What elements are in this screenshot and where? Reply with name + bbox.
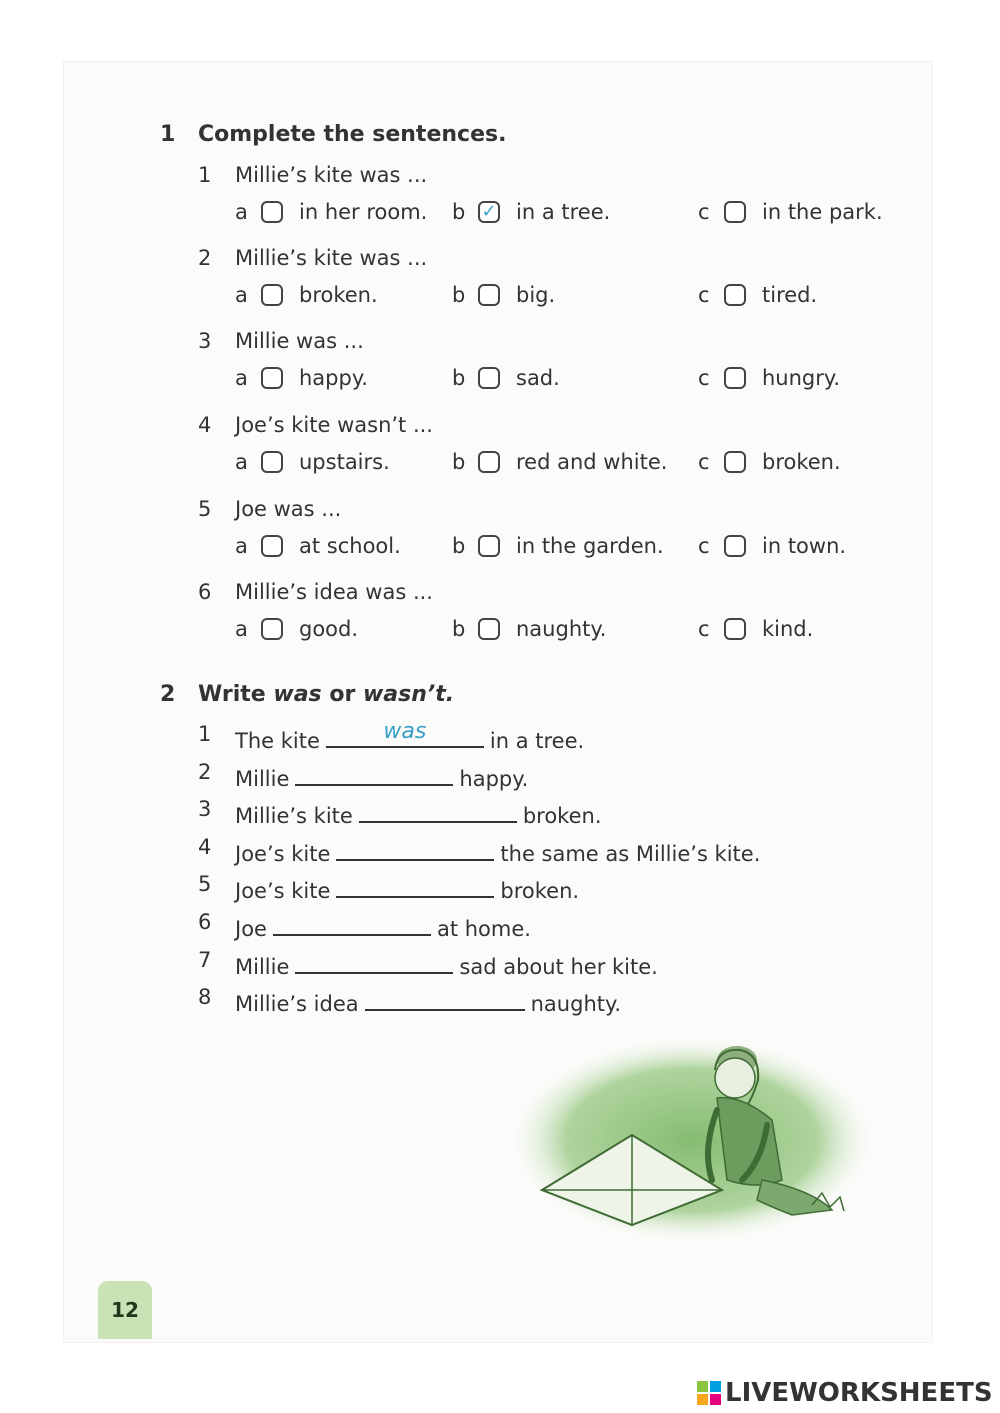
item-number: 3 <box>198 797 212 821</box>
question-number: 2 <box>198 246 212 270</box>
checkbox[interactable] <box>724 618 746 640</box>
checkbox-checked[interactable] <box>478 201 500 223</box>
option-letter: b <box>452 617 466 641</box>
option-text: in her room. <box>299 200 428 224</box>
option-text: hungry. <box>762 366 841 390</box>
option-text: red and white. <box>516 450 668 474</box>
answer-option[interactable] <box>698 534 846 558</box>
option-text: in the garden. <box>516 534 664 558</box>
answer-text[interactable]: was <box>383 719 427 744</box>
checkbox[interactable] <box>724 284 746 306</box>
brand-footer[interactable] <box>697 1378 993 1408</box>
answer-option[interactable] <box>698 617 813 641</box>
answer-blank[interactable] <box>273 910 431 936</box>
question-number: 4 <box>198 413 212 437</box>
answer-option[interactable] <box>698 283 817 307</box>
option-text: in the park. <box>762 200 883 224</box>
item-number: 4 <box>198 835 212 859</box>
answer-option[interactable] <box>698 200 883 224</box>
option-text: in a tree. <box>516 200 611 224</box>
option-letter: a <box>235 366 248 390</box>
option-letter: c <box>698 283 710 307</box>
sentence-start: Millie <box>235 955 290 979</box>
option-letter: a <box>235 617 248 641</box>
sentence-end: broken. <box>500 879 580 903</box>
option-letter: c <box>698 450 710 474</box>
title-word-wasnt: wasn’t. <box>362 682 455 707</box>
answer-blank[interactable] <box>336 872 494 898</box>
option-text: good. <box>299 617 359 641</box>
question-stem: Millie was ... <box>235 329 364 353</box>
fill-in-sentence <box>235 872 579 903</box>
section-2-title <box>198 682 454 707</box>
answer-option[interactable] <box>235 617 358 641</box>
option-letter: c <box>698 617 710 641</box>
checkbox[interactable] <box>724 367 746 389</box>
title-mid: or <box>329 682 356 707</box>
logo-square <box>710 1381 721 1392</box>
checkbox[interactable] <box>261 535 283 557</box>
answer-option[interactable] <box>452 200 610 224</box>
option-text: tired. <box>762 283 818 307</box>
sentence-end: broken. <box>522 804 602 828</box>
sentence-start: Joe’s kite <box>235 842 331 866</box>
item-number: 8 <box>198 985 212 1009</box>
option-letter: b <box>452 200 466 224</box>
checkbox[interactable] <box>261 618 283 640</box>
sentence-start: The kite <box>235 729 320 753</box>
item-number: 6 <box>198 910 212 934</box>
option-text: happy. <box>299 366 368 390</box>
fill-in-sentence <box>235 985 621 1016</box>
checkbox[interactable] <box>478 618 500 640</box>
option-text: kind. <box>762 617 814 641</box>
sentence-end: sad about her kite. <box>459 955 658 979</box>
option-letter: c <box>698 534 710 558</box>
option-text: in town. <box>762 534 847 558</box>
answer-blank[interactable] <box>365 985 525 1011</box>
title-prefix: Write <box>198 682 266 707</box>
checkbox[interactable] <box>478 367 500 389</box>
option-letter: b <box>452 450 466 474</box>
item-number: 5 <box>198 872 212 896</box>
section-2-number: 2 <box>160 682 176 707</box>
answer-option[interactable] <box>452 283 555 307</box>
option-letter: c <box>698 366 710 390</box>
question-stem: Joe’s kite wasn’t ... <box>235 413 433 437</box>
sentence-start: Joe’s kite <box>235 879 331 903</box>
option-letter: b <box>452 283 466 307</box>
answer-blank[interactable] <box>336 835 494 861</box>
liveworksheets-logo-icon <box>697 1381 721 1405</box>
question-stem: Millie’s kite was ... <box>235 246 428 270</box>
sentence-end: the same as Millie’s kite. <box>500 842 761 866</box>
checkbox[interactable] <box>478 535 500 557</box>
brand-name: LIVEWORKSHEETS <box>725 1378 993 1408</box>
answer-option[interactable] <box>698 450 841 474</box>
option-text: big. <box>516 283 556 307</box>
answer-option[interactable] <box>235 366 368 390</box>
answer-option[interactable] <box>452 366 560 390</box>
answer-blank[interactable] <box>295 760 453 786</box>
checkbox[interactable] <box>724 451 746 473</box>
fill-in-sentence <box>235 760 528 791</box>
answer-option[interactable] <box>698 366 840 390</box>
answer-blank[interactable] <box>326 719 484 748</box>
option-text: upstairs. <box>299 450 390 474</box>
page-number: 12 <box>98 1281 152 1339</box>
checkbox[interactable] <box>261 367 283 389</box>
question-stem: Millie’s kite was ... <box>235 163 428 187</box>
checkbox[interactable] <box>478 451 500 473</box>
question-number: 3 <box>198 329 212 353</box>
checkbox[interactable] <box>478 284 500 306</box>
item-number: 2 <box>198 760 212 784</box>
section-1-number: 1 <box>160 122 176 147</box>
answer-option[interactable] <box>235 450 390 474</box>
answer-option[interactable] <box>452 450 667 474</box>
checkbox[interactable] <box>261 284 283 306</box>
sentence-end: at home. <box>436 917 531 941</box>
question-number: 6 <box>198 580 212 604</box>
fill-in-sentence <box>235 719 585 753</box>
sentence-end: naughty. <box>530 992 622 1016</box>
option-text: broken. <box>299 283 378 307</box>
option-letter: c <box>698 200 710 224</box>
fill-in-sentence <box>235 797 602 828</box>
option-letter: a <box>235 450 248 474</box>
option-text: sad. <box>516 366 560 390</box>
question-number: 5 <box>198 497 212 521</box>
option-letter: a <box>235 200 248 224</box>
logo-square <box>697 1394 708 1405</box>
fill-in-sentence <box>235 948 658 979</box>
item-number: 7 <box>198 948 212 972</box>
sentence-start: Millie’s kite <box>235 804 353 828</box>
checkbox[interactable] <box>724 201 746 223</box>
logo-square <box>697 1381 708 1392</box>
sentence-start: Millie’s idea <box>235 992 359 1016</box>
check-mark-icon: ✓ <box>481 201 497 222</box>
answer-option[interactable] <box>235 283 378 307</box>
title-word-was: was <box>273 682 322 707</box>
sentence-start: Millie <box>235 767 290 791</box>
question-stem: Joe was ... <box>235 497 342 521</box>
fill-in-sentence <box>235 910 531 941</box>
option-letter: b <box>452 534 466 558</box>
answer-option[interactable] <box>452 617 606 641</box>
answer-blank[interactable] <box>359 797 517 823</box>
girl-kite-illustration <box>512 1040 872 1245</box>
option-text: naughty. <box>516 617 607 641</box>
option-letter: a <box>235 534 248 558</box>
section-1-title: Complete the sentences. <box>198 122 507 147</box>
checkbox[interactable] <box>261 451 283 473</box>
option-text: at school. <box>299 534 401 558</box>
answer-option[interactable] <box>235 200 427 224</box>
option-text: broken. <box>762 450 841 474</box>
answer-option[interactable] <box>235 534 401 558</box>
checkbox[interactable] <box>724 535 746 557</box>
answer-option[interactable] <box>452 534 664 558</box>
answer-blank[interactable] <box>295 948 453 974</box>
sentence-end: happy. <box>459 767 529 791</box>
question-stem: Millie’s idea was ... <box>235 580 433 604</box>
sentence-start: Joe <box>235 917 267 941</box>
logo-square <box>710 1394 721 1405</box>
checkbox[interactable] <box>261 201 283 223</box>
question-number: 1 <box>198 163 212 187</box>
fill-in-sentence <box>235 835 760 866</box>
item-number: 1 <box>198 722 212 746</box>
option-letter: b <box>452 366 466 390</box>
option-letter: a <box>235 283 248 307</box>
sentence-end: in a tree. <box>489 729 585 753</box>
